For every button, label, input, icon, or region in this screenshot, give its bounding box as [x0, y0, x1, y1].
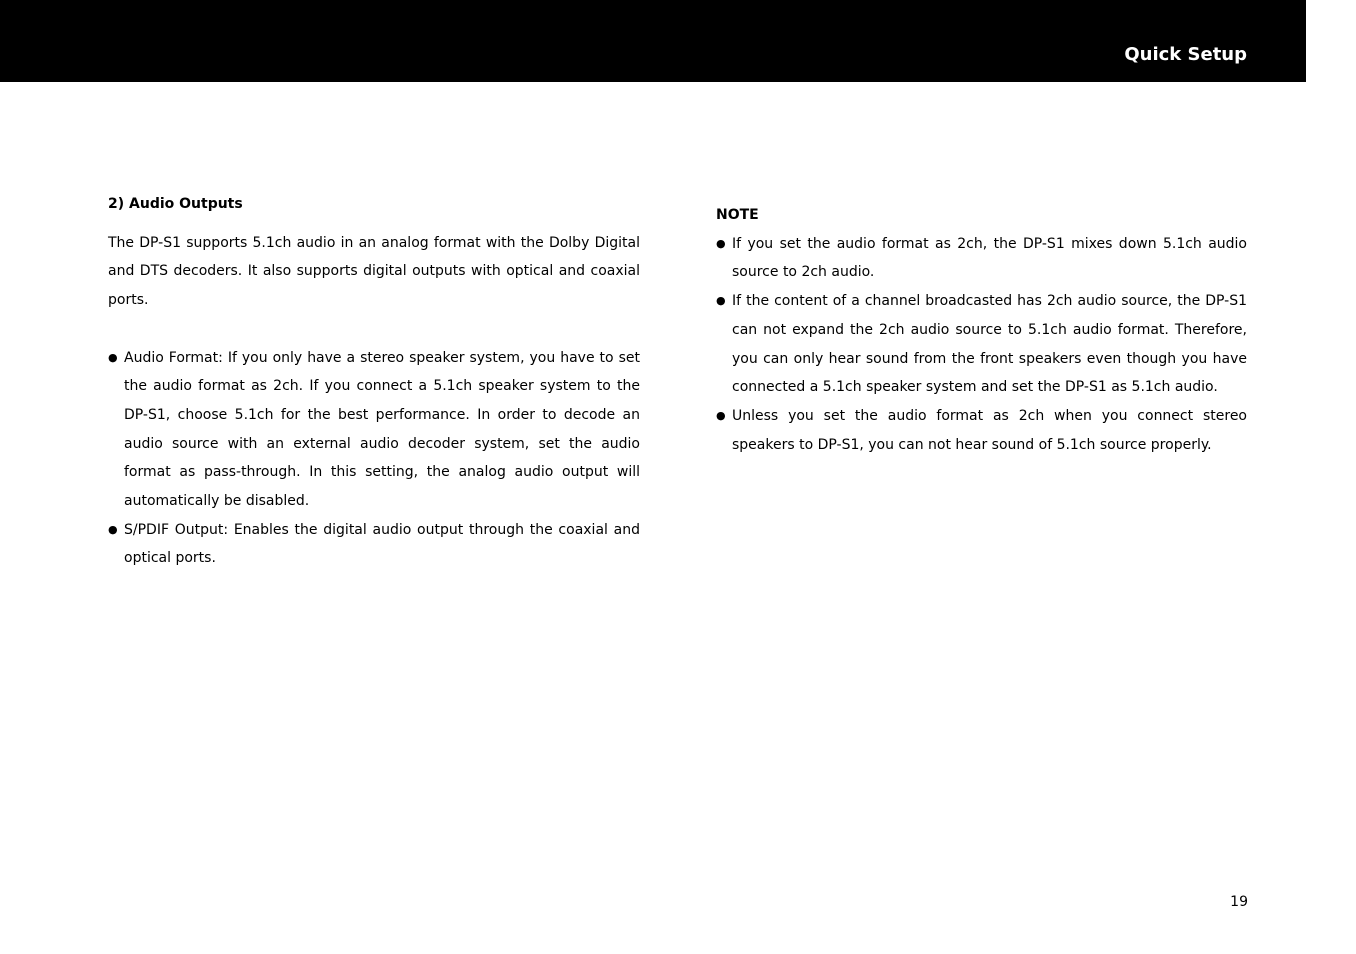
- page-number: 19: [1230, 894, 1248, 910]
- audio-options-list: [108, 344, 640, 574]
- bullet-icon: ●: [108, 522, 118, 536]
- bullet-icon: ●: [716, 236, 726, 250]
- bullet-icon: ●: [108, 350, 118, 364]
- list-item-text: Audio Format: If you only have a stereo speaker system, you have to set the audio format as 2ch. If you connect a 5.1ch speaker system to the DP-S1, choose 5.1ch for the best performance. In order to decode an audio source with an external audio decoder system, set the audio format as pass-through. In this setting, the analog audio output will automatically be disabled.: [124, 349, 640, 510]
- list-item: [108, 344, 640, 516]
- section-title: Quick Setup: [1124, 44, 1247, 65]
- section-heading: 2) Audio Outputs: [108, 196, 243, 212]
- bullet-icon: ●: [716, 408, 726, 422]
- note-list: [716, 230, 1247, 460]
- bullet-icon: ●: [716, 294, 726, 308]
- list-item: [108, 516, 640, 573]
- list-item: [716, 230, 1247, 287]
- paragraph-spacer: [108, 315, 640, 344]
- note-heading: NOTE: [716, 207, 759, 223]
- list-item-text: Unless you set the audio format as 2ch when you connect stereo speakers to DP-S1, you can not hear sound of 5.1ch source properly.: [732, 407, 1247, 453]
- list-item-text: S/PDIF Output: Enables the digital audio output through the coaxial and optical ports.: [124, 521, 640, 567]
- left-column: [108, 190, 640, 573]
- right-column: [716, 201, 1247, 459]
- list-item: [716, 402, 1247, 459]
- list-item-text: If you set the audio format as 2ch, the DP-S1 mixes down 5.1ch audio source to 2ch audio.: [732, 235, 1247, 281]
- intro-paragraph: The DP-S1 supports 5.1ch audio in an analog format with the Dolby Digital and DTS decoders. It also supports digital outputs with optical and coaxial ports.: [108, 234, 640, 309]
- header-bar: [0, 0, 1306, 82]
- list-item-text: If the content of a channel broadcasted has 2ch audio source, the DP-S1 can not expand the 2ch audio source to 5.1ch audio format. Therefore, you can only hear sound from the front speakers even though you have connected a 5.1ch speaker system and set the DP-S1 as 5.1ch audio.: [732, 293, 1247, 396]
- list-item: [716, 287, 1247, 402]
